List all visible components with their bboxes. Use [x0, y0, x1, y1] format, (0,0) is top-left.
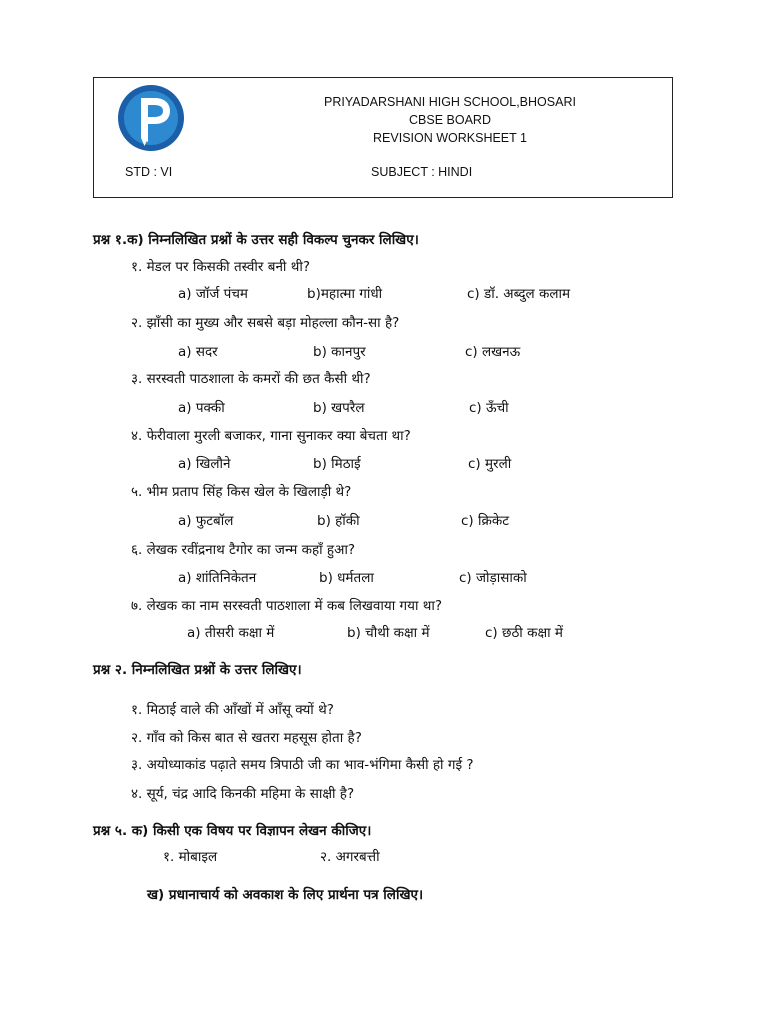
q3-option-a: a) पक्की: [178, 400, 225, 416]
s5-option-2: २. अगरबत्ती: [320, 849, 380, 865]
q2-option-b: b) कानपुर: [313, 344, 366, 360]
q5-text: ५. भीम प्रताप सिंह किस खेल के खिलाड़ी थे?: [131, 484, 352, 500]
q6-option-b: b) धर्मतला: [319, 570, 374, 586]
q6-text: ६. लेखक रवींद्रनाथ टैगोर का जन्म कहाँ हुआ?: [131, 542, 356, 558]
q7-option-a: a) तीसरी कक्षा में: [187, 625, 275, 641]
worksheet-title: REVISION WORKSHEET 1: [373, 131, 527, 145]
subject-label: SUBJECT : HINDI: [371, 165, 473, 179]
std-label: STD : VI: [125, 165, 173, 179]
q1-option-b: b)महात्मा गांधी: [307, 286, 383, 302]
s2-q4: ४. सूर्य, चंद्र आदि किनकी महिमा के साक्षी है?: [131, 786, 355, 802]
s2-q3: ३. अयोध्याकांड पढ़ाते समय त्रिपाठी जी का भाव-भंगिमा कैसी हो गई ?: [131, 757, 474, 773]
s5-option-1: १. मोबाइल: [163, 849, 218, 865]
q5-option-a: a) फुटबॉल: [178, 513, 234, 529]
s2-q1: १. मिठाई वाले की आँखों में आँसू क्यों थे?: [131, 702, 334, 718]
q3-option-b: b) खपरैल: [313, 400, 365, 416]
q6-option-c: c) जोड़ासाको: [459, 570, 527, 586]
q3-option-c: c) ऊँची: [469, 400, 509, 416]
board-name: CBSE BOARD: [409, 113, 491, 127]
q1-text: १. मेडल पर किसकी तस्वीर बनी थी?: [131, 259, 311, 275]
q4-option-c: c) मुरली: [468, 456, 512, 472]
section5-heading: प्रश्न ५. क) किसी एक विषय पर विज्ञापन लेखन कीजिए।: [93, 823, 372, 839]
s5-part-b: ख) प्रधानाचार्य को अवकाश के लिए प्रार्थना पत्र लिखिए।: [147, 887, 424, 903]
school-logo: [117, 84, 185, 152]
q2-option-a: a) सदर: [178, 344, 218, 360]
q7-text: ७. लेखक का नाम सरस्वती पाठशाला में कब लिखवाया गया था?: [131, 598, 443, 614]
q7-option-c: c) छठी कक्षा में: [485, 625, 563, 641]
s2-q2: २. गाँव को किस बात से खतरा महसूस होता है?: [131, 730, 362, 746]
q1-option-c: c) डॉ. अब्दुल कलाम: [467, 286, 571, 302]
q4-text: ४. फेरीवाला मुरली बजाकर, गाना सुनाकर क्या बेचता था?: [131, 428, 411, 444]
school-name: PRIYADARSHANI HIGH SCHOOL,BHOSARI: [324, 95, 576, 109]
section2-heading: प्रश्न २. निम्नलिखित प्रश्नों के उत्तर लिखिए।: [93, 662, 302, 678]
q2-text: २. झाँसी का मुख्य और सबसे बड़ा मोहल्ला कौन-सा है?: [131, 315, 400, 331]
q7-option-b: b) चौथी कक्षा में: [347, 625, 430, 641]
q1-option-a: a) जॉर्ज पंचम: [178, 286, 248, 302]
q4-option-b: b) मिठाई: [313, 456, 361, 472]
q5-option-b: b) हॉकी: [317, 513, 360, 529]
q3-text: ३. सरस्वती पाठशाला के कमरों की छत कैसी थी?: [131, 371, 371, 387]
q2-option-c: c) लखनऊ: [465, 344, 521, 360]
section1-heading: प्रश्न १.क) निम्नलिखित प्रश्नों के उत्तर सही विकल्प चुनकर लिखिए।: [93, 232, 419, 248]
q5-option-c: c) क्रिकेट: [461, 513, 510, 529]
q6-option-a: a) शांतिनिकेतन: [178, 570, 257, 586]
q4-option-a: a) खिलौने: [178, 456, 231, 472]
